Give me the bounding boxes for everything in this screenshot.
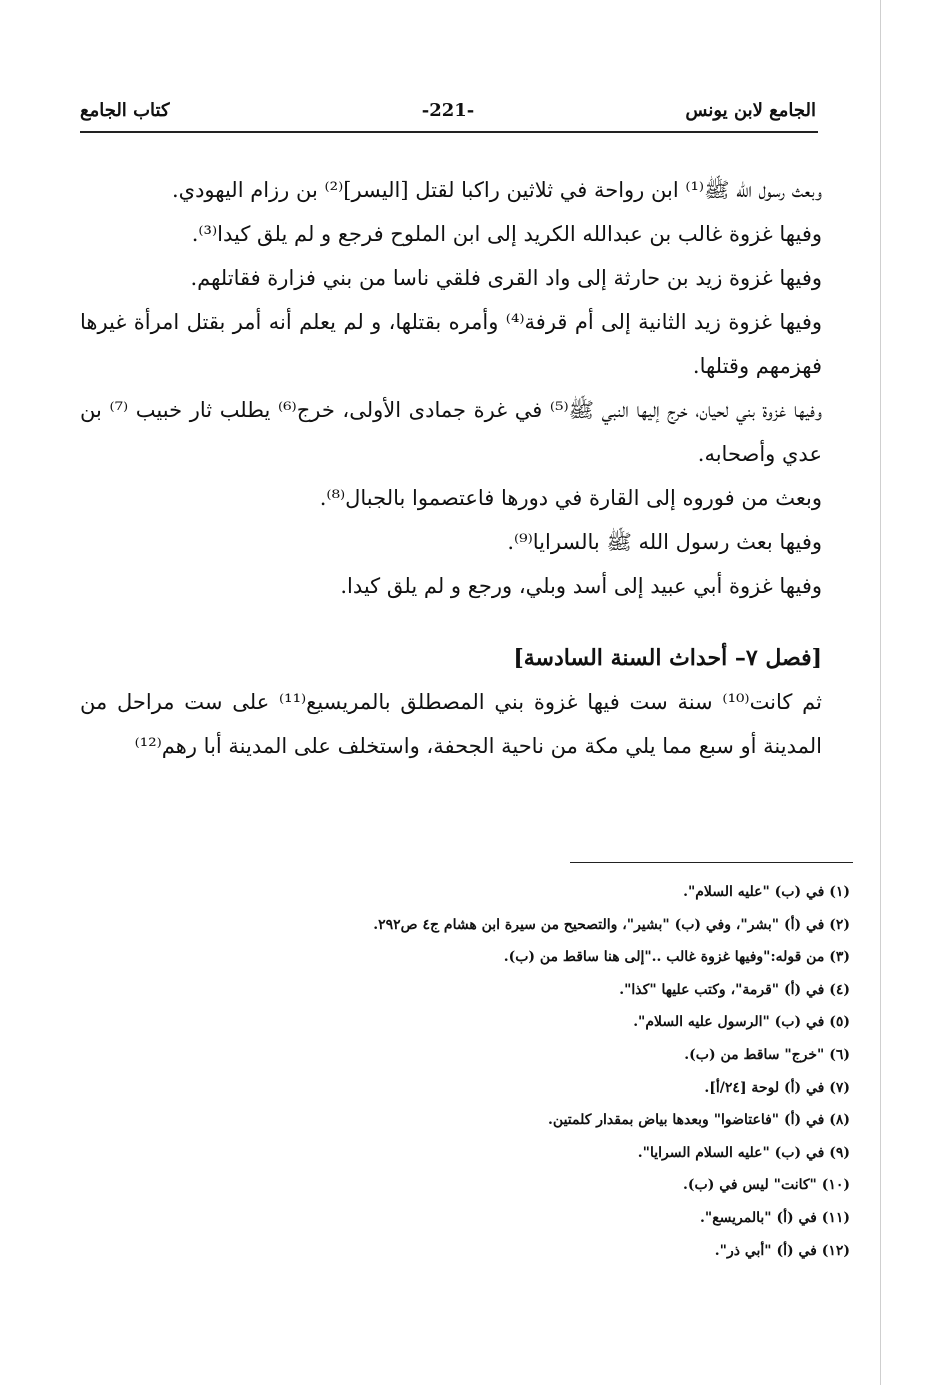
- paragraph: ثم كانت⁽¹⁰⁾ سنة ست فيها غزوة بني المصطلق بالمريسيع⁽¹¹⁾ على ست مراحل من المدينة أو سبع مما يلي مكة من ناحية الجحفة، واستخلف على المدينة أبا رهم⁽¹²⁾: [80, 690, 822, 758]
- footnote: (١) في (ب) "عليه السلام".: [683, 884, 850, 900]
- header-chapter-title: كتاب الجامع: [80, 100, 170, 121]
- footnote: (٨) في (أ) "فاعتاضوا" وبعدها بياض بمقدار كلمتين.: [548, 1112, 850, 1129]
- footnote: (١٠) "كانت" ليس في (ب).: [683, 1177, 850, 1194]
- footnote: (٣) من قوله:"وفيها غزوة غالب .."إلى هنا ساقط من (ب).: [503, 949, 850, 966]
- paragraph: وفيها بعث رسول الله ﷺ بالسرايا⁽⁹⁾.: [507, 530, 822, 554]
- header-rule: [80, 131, 818, 133]
- paragraph: وبعث من فوروه إلى القارة في دورها فاعتصموا بالجبال⁽⁸⁾.: [319, 486, 822, 510]
- main-text: [80, 168, 822, 768]
- paragraph: وفيها غزوة زيد بن حارثة إلى واد القرى فلقي ناسا من بني فزارة فقاتلهم.: [190, 266, 822, 290]
- footnote: (٦) "خرج" ساقط من (ب).: [684, 1046, 850, 1063]
- header-book-author: الجامع لابن يونس: [685, 100, 816, 121]
- footnote: (١٢) في (أ) "أبي ذر".: [714, 1242, 850, 1259]
- section-title: [فصل ٧– أحداث السنة السادسة]: [513, 645, 822, 671]
- footnote: (٧) في (أ) لوحة [٢٤/أ].: [704, 1079, 850, 1096]
- paragraph: وبعث رسول الله ﷺ⁽¹⁾ ابن رواحة في ثلاثين راكبا لقتل [اليسر]⁽²⁾ بن رزام اليهودي.: [171, 178, 822, 202]
- page-edge-line: [880, 0, 881, 1385]
- paragraph: وفيها غزوة بني لحيان، خرج إليها النبي ﷺ⁽⁵⁾ في غرة جمادى الأولى، خرج⁽⁶⁾ يطلب ثار خبيب ⁽⁷⁾ بن عدي وأصحابه.: [80, 398, 822, 466]
- footnotes: [373, 876, 850, 1267]
- footnote: (٥) في (ب) "الرسول عليه السلام".: [633, 1014, 850, 1031]
- footnote: (٩) في (ب) "عليه السلام السرايا".: [637, 1144, 850, 1161]
- footnote-rule: [570, 862, 853, 863]
- page-number: -221-: [421, 100, 475, 121]
- footnote: (١١) في (أ) "بالمريسع".: [700, 1209, 850, 1226]
- footnote: (٢) في (أ) "بشر"، وفي (ب) "بشير"، والتصحيح من سيرة ابن هشام ج٤ ص٢٩٢.: [373, 916, 850, 933]
- footnote: (٤) في (أ) "قرمة"، وكتب عليها "كذا".: [619, 981, 850, 998]
- paragraph: وفيها غزوة أبي عبيد إلى أسد وبلي، ورجع و لم يلق كيدا.: [340, 574, 822, 598]
- page-header: [80, 100, 816, 128]
- paragraph: وفيها غزوة زيد الثانية إلى أم قرفة⁽⁴⁾ وأمره بقتلها، و لم يعلم أنه أمر بقتل امرأة غيرها فهزمهم وقتلها.: [80, 310, 822, 378]
- paragraph: وفيها غزوة غالب بن عبدالله الكريد إلى ابن الملوح فرجع و لم يلق كيدا⁽³⁾.: [191, 222, 822, 246]
